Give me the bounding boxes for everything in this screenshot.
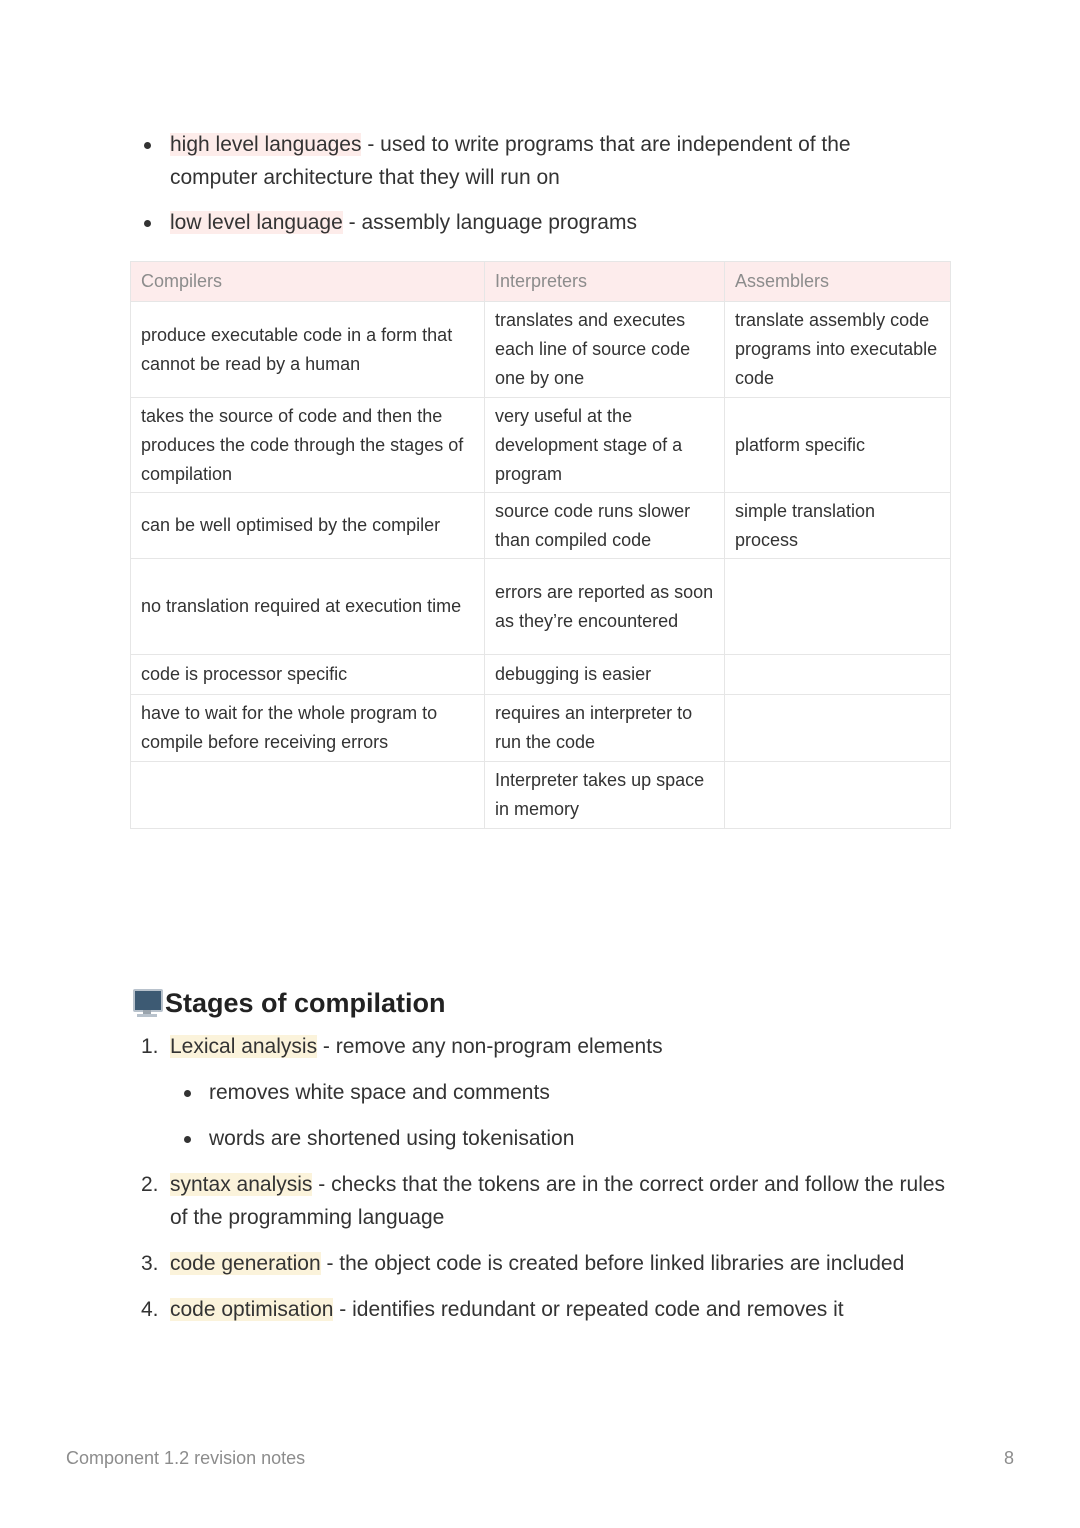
table-cell: can be well optimised by the compiler xyxy=(131,493,485,559)
list-item xyxy=(0,1030,950,1063)
page-number: 8 xyxy=(1003,1448,1014,1468)
table-cell xyxy=(725,762,951,829)
table-cell: source code runs slower than compiled code xyxy=(485,493,725,559)
term-description: - used to write programs that are independent of the computer architecture that they will run on xyxy=(170,133,851,189)
translators-comparison-table xyxy=(130,261,951,829)
table-cell: debugging is easier xyxy=(485,655,725,695)
table-cell: have to wait for the whole program to compile before receiving errors xyxy=(131,695,485,762)
section-title: Stages of compilation xyxy=(165,987,446,1018)
table-cell: produce executable code in a form that cannot be read by a human xyxy=(131,302,485,398)
term-description: - identifies redundant or repeated code and removes it xyxy=(333,1298,844,1321)
list-item xyxy=(0,1076,929,1109)
table-row xyxy=(131,493,951,559)
table-cell xyxy=(725,655,951,695)
sub-item-text: words are shortened using tokenisation xyxy=(209,1127,575,1150)
step-number: 3. xyxy=(141,1252,159,1275)
table-cell: translate assembly code programs into executable code xyxy=(725,302,951,398)
bullet-icon xyxy=(184,1090,191,1097)
term-description: - remove any non-program elements xyxy=(317,1035,663,1058)
table-cell xyxy=(131,762,485,829)
bullet-icon xyxy=(144,142,151,149)
term-description: - the object code is created before linked libraries are included xyxy=(320,1252,905,1275)
footer-text: Component 1.2 revision notes xyxy=(66,1448,306,1468)
table-header-row xyxy=(131,262,951,302)
header-interpreters: Interpreters xyxy=(485,262,725,302)
bullet-icon xyxy=(144,220,151,227)
bullet-icon xyxy=(184,1136,191,1143)
table-row xyxy=(131,559,951,655)
section-heading xyxy=(132,984,446,1022)
term-highlight: low level language xyxy=(170,211,343,234)
table-row xyxy=(131,398,951,493)
step-number: 2. xyxy=(141,1173,159,1196)
term-highlight: code optimisation xyxy=(170,1298,334,1321)
language-list xyxy=(0,128,1080,251)
table-cell: code is processor specific xyxy=(131,655,485,695)
compilation-stages-list xyxy=(0,1030,1080,1339)
list-item xyxy=(0,1168,950,1234)
table-row xyxy=(131,655,951,695)
table-cell: no translation required at execution time xyxy=(131,559,485,655)
table-cell: requires an interpreter to run the code xyxy=(485,695,725,762)
desktop-computer-icon xyxy=(132,987,162,1019)
term-highlight: Lexical analysis xyxy=(170,1035,318,1058)
table-row xyxy=(131,695,951,762)
table-cell: errors are reported as soon as they’re encountered xyxy=(485,559,725,655)
step-number: 1. xyxy=(141,1035,159,1058)
table-row xyxy=(131,762,951,829)
table-cell: platform specific xyxy=(725,398,951,493)
table-cell: Interpreter takes up space in memory xyxy=(485,762,725,829)
header-compilers: Compilers xyxy=(131,262,485,302)
table-cell: simple translation process xyxy=(725,493,951,559)
sub-item-text: removes white space and comments xyxy=(209,1081,550,1104)
table-cell: takes the source of code and then the produces the code through the stages of compilation xyxy=(131,398,485,493)
list-item xyxy=(0,1293,950,1326)
table-row xyxy=(131,302,951,398)
term-highlight: syntax analysis xyxy=(170,1173,313,1196)
table-cell: very useful at the development stage of a program xyxy=(485,398,725,493)
term-highlight: code generation xyxy=(170,1252,321,1275)
table-cell xyxy=(725,695,951,762)
list-item xyxy=(0,206,890,239)
term-description: - assembly language programs xyxy=(342,211,637,234)
term-highlight: high level languages xyxy=(170,133,362,156)
term-description: - checks that the tokens are in the correct order and follow the rules of the programming language xyxy=(170,1173,946,1229)
table-cell xyxy=(725,559,951,655)
list-item xyxy=(0,1247,950,1280)
list-item xyxy=(0,128,890,194)
step-number: 4. xyxy=(141,1298,159,1321)
header-assemblers: Assemblers xyxy=(725,262,951,302)
list-item xyxy=(0,1122,929,1155)
table-cell: translates and executes each line of source code one by one xyxy=(485,302,725,398)
